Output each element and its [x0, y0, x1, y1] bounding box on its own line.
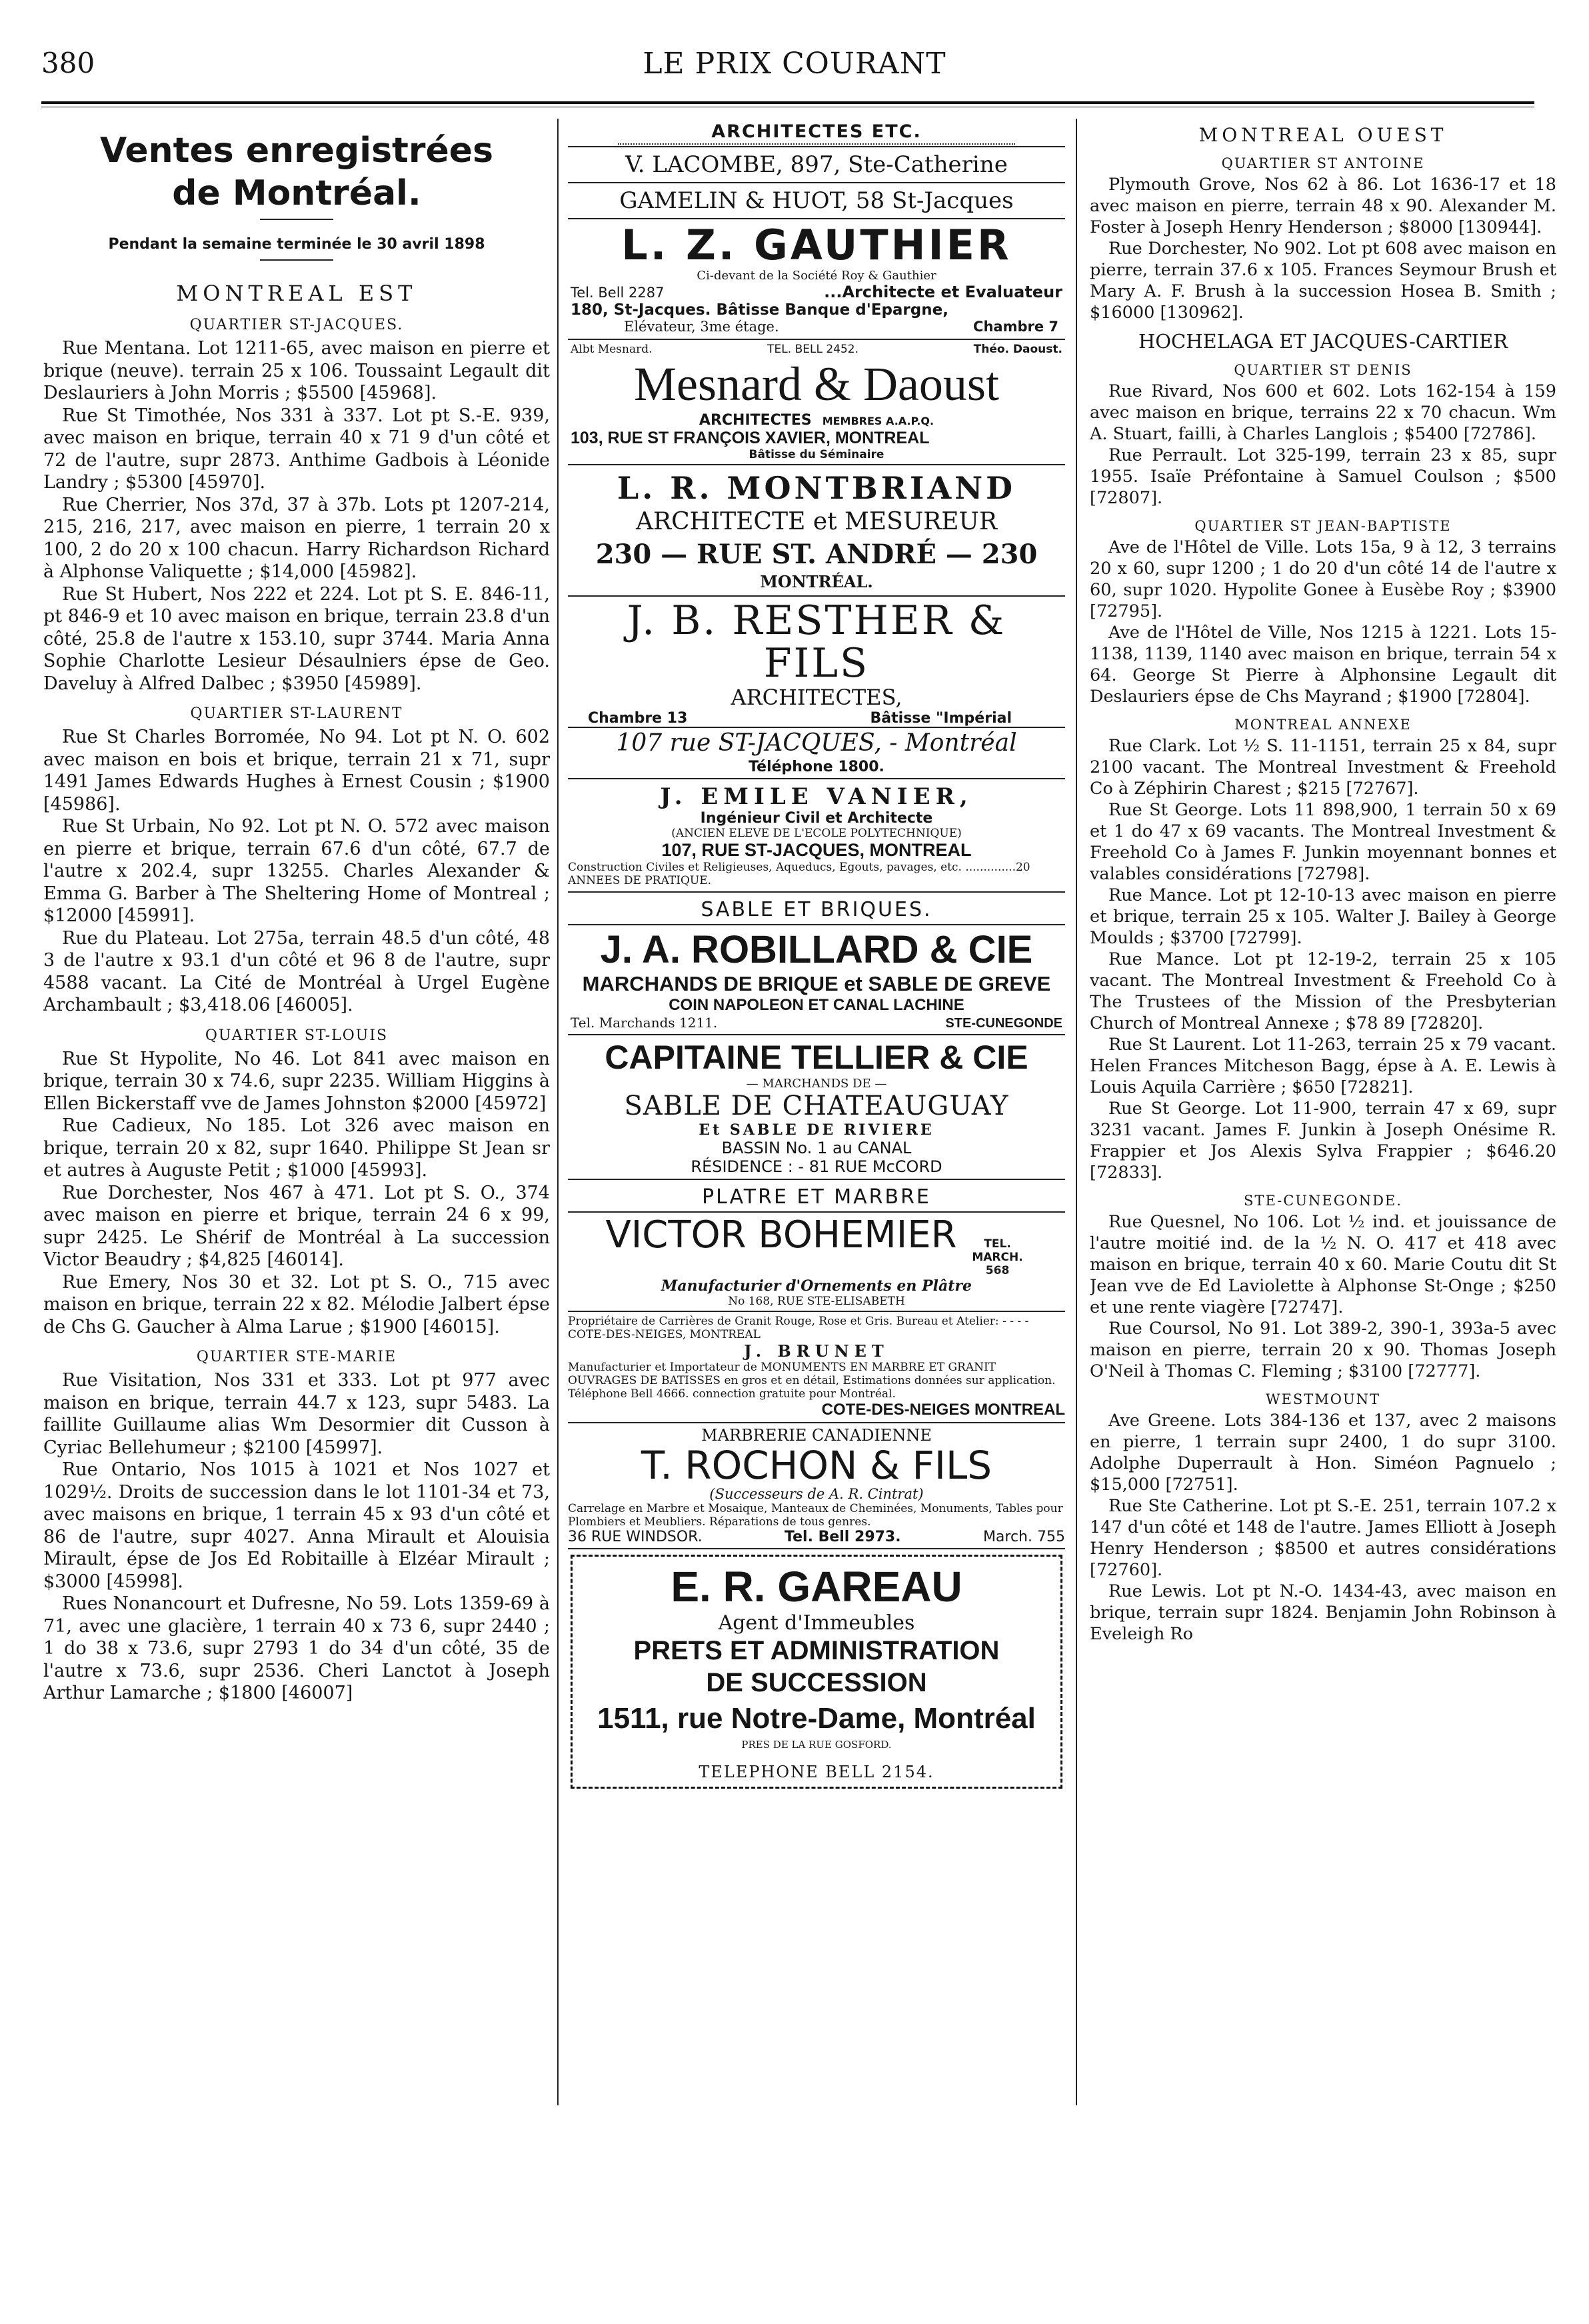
subtitle-rule [260, 259, 333, 261]
sale-entry: Ave Greene. Lots 384-136 et 137, avec 2 maisons en pierre, 1 terrain supr 2400, 1 do supr 3100. Adolphe Duperrault à Hon. Siméon Pagnuelo ; $15,000 [72751]. [1090, 1411, 1556, 1495]
resther-room: Chambre 13 [588, 710, 688, 727]
quarters-list-hochelaga [1090, 362, 1556, 1645]
rochon-name: T. ROCHON & FILS [641, 1443, 992, 1488]
rochon-addr: 36 RUE WINDSOR. [568, 1529, 703, 1545]
gareau-ad [571, 1555, 1062, 1789]
architectes-heading-block [568, 119, 1065, 147]
montbriand-role: ARCHITECTE et MESUREUR [635, 508, 998, 535]
platre-heading: PLATRE ET MARBRE [702, 1185, 931, 1209]
rochon-succ: (Successeurs de A. R. Cintrat) [709, 1486, 924, 1502]
quarter-heading: QUARTIER ST DENIS [1234, 362, 1412, 378]
gauthier-role: ...Architecte et Evaluateur [824, 283, 1062, 301]
bohemier-name: VICTOR BOHEMIER [605, 1213, 957, 1257]
sale-entry: Rue Mance. Lot pt 12-10-13 avec maison en pierre et brique, terrain 25 x 105. Walter J. Bailey à George Moulds ; $3700 [72799]. [1090, 885, 1556, 948]
robillard-row [568, 1015, 1065, 1031]
quarter-heading: QUARTIER ST-LAURENT [190, 705, 403, 722]
vanier-role: Ingénieur Civil et Architecte [700, 810, 933, 827]
column-montreal-ouest [1090, 119, 1556, 2125]
gauthier-addr: 180, St-Jacques. Bâtisse Banque d'Epargne, [571, 301, 948, 319]
tellier-name: CAPITAINE TELLIER & CIE [605, 1039, 1028, 1076]
sale-entry: Rue Dorchester, Nos 467 à 471. Lot pt S. O., 374 avec maison en pierre et brique, terrain 24 6 x 99, supr 2425. Le Shérif de Montréal à La succession Victor Beaudry ; $4,825 [46014]. [43, 1182, 550, 1270]
running-title: LE PRIX COURANT [643, 47, 946, 81]
sale-entry: Rue Emery, Nos 30 et 32. Lot pt S. O., 715 avec maison en brique, terrain 22 x 82. Mélodie Jalbert épse de Chs G. Gaucher à Alma Larue ; $1900 [46015]. [43, 1271, 550, 1337]
sable-heading-block [568, 893, 1065, 925]
resther-bat: Bâtisse "Impérial [870, 710, 1012, 727]
robillard-tel: Tel. Marchands 1211. [571, 1015, 718, 1031]
sale-entry: Rue Cherrier, Nos 37d, 37 à 37b. Lots pt 1207-214, 215, 216, 217, avec maison en pierre, 1 terrain 20 x 100, 2 do 20 x 100 chacun. Harry Richardson Richard à Alphonse Valiquette ; $14,000 [45982]. [43, 494, 550, 582]
sale-entry: Rue St Charles Borromée, No 94. Lot pt N. O. 602 avec maison en bois et brique, terrain 21 x 71, supr 1491 James Edwards Hughes à Ernest Cousin ; $1900 [45986]. [43, 727, 550, 815]
gauthier-elev: Elévateur, 3me étage. [624, 319, 779, 335]
robillard-addr: COIN NAPOLEON ET CANAL LACHINE [669, 996, 964, 1014]
tellier-res: RÉSIDENCE : - 81 RUE McCORD [691, 1157, 942, 1176]
sales-title-line2: de Montréal. [172, 173, 421, 213]
brunet-top: Propriétaire de Carrières de Granit Rouge, Rose et Gris. Bureau et Atelier: - - - - COTE-DES-NEIGES, MONTREAL [568, 1315, 1029, 1341]
mesnard-ad [568, 340, 1065, 465]
sale-entry: Rue St Timothée, Nos 331 à 337. Lot pt S.-E. 939, avec maison en brique, terrain 40 x 71 9 d'un côté et 72 de l'autre, supr 2873. Anthime Gadbois à Léonide Landry ; $5300 [45970]. [43, 405, 550, 493]
hochelaga-heading: HOCHELAGA ET JACQUES-CARTIER [1138, 330, 1508, 353]
gareau-succ: DE SUCCESSION [706, 1668, 927, 1697]
montbriand-name: L. R. MONTBRIAND [617, 470, 1016, 506]
rochon-desc: Carrelage en Marbre et Mosaique, Manteaux de Cheminées, Monuments, Tables pour Plombiers et Meubliers. Réparations de tous genres. [568, 1502, 1063, 1529]
gauthier-tel: Tel. Bell 2287 [571, 285, 665, 301]
sale-entry: Rue St George. Lots 11 898,900, 1 terrain 50 x 69 et 1 do 47 x 69 vacants. The Montreal Investment & Freehold Co à James F. Junkin moyennant bonnes et valables considérations [72798]. [1090, 800, 1556, 884]
gamelin-ad: GAMELIN & HUOT, 58 St-Jacques [568, 183, 1065, 219]
sale-entry: Rue Perrault. Lot 325-199, terrain 23 x 85, supr 1955. Isaïe Préfontaine à Samuel Coulson ; $500 [72807]. [1090, 445, 1556, 508]
mesnard-top-row [571, 343, 1062, 356]
gauthier-room: Chambre 7 [973, 319, 1058, 335]
sale-entry: Rue Coursol, No 91. Lot 389-2, 390-1, 393a-5 avec maison en pierre, terrain 20 x 90. Thomas Joseph O'Neil à Thomas C. Fleming ; $3100 [72777]. [1090, 1319, 1556, 1381]
page-header [0, 47, 1589, 87]
gauthier-room-row [571, 319, 1062, 335]
sale-entry: Rue St Laurent. Lot 11-263, terrain 25 x 79 vacant. Helen Frances Mitcheson Bagg, épse à A. E. Lewis à Louis Aquila Carrière ; $650 [72821]. [1090, 1035, 1556, 1097]
sale-entry: Rue Dorchester, No 902. Lot pt 608 avec maison en pierre, terrain 37.6 x 105. Frances Seymour Brush et Mary A. F. Brush à la succession Hosea B. Smith ; $16000 [130962]. [1090, 239, 1556, 323]
vanier-name: J. EMILE VANIER, [660, 783, 973, 810]
ouest-heading: MONTREAL OUEST [1198, 124, 1448, 146]
brunet-name: J. BRUNET [744, 1341, 889, 1361]
vanier-ad [568, 779, 1065, 893]
mesnard-right: Théo. Daoust. [973, 343, 1062, 356]
tellier-ad [568, 1035, 1065, 1180]
platre-heading-block [568, 1180, 1065, 1213]
quarters-list-ouest [1090, 155, 1556, 323]
resther-addr: 107 rue ST-JACQUES, - Montréal [568, 727, 1065, 759]
mesnard-addr: 103, RUE ST FRANÇOIS XAVIER, MONTREAL [571, 429, 930, 447]
sale-entry: Rue St Hypolite, No 46. Lot 841 avec maison en brique, terrain 30 x 74.6, supr 2235. William Higgins à Ellen Bickerstaff vve de James Johnston $2000 [45972] [43, 1048, 550, 1114]
title-rule [260, 219, 333, 220]
sale-entry: Ave de l'Hôtel de Ville, Nos 1215 à 1221. Lots 15-1138, 1139, 1140 avec maison en brique, terrain 54 x 64. George St Pierre à Alphonsine Legault dit Deslauriers épse de Chs Mayrand ; $1900 [72804]. [1090, 623, 1556, 707]
brunet-city: COTE-DES-NEIGES MONTREAL [821, 1401, 1065, 1419]
quarter-heading: WESTMOUNT [1265, 1391, 1381, 1407]
mesnard-name: Mesnard & Daoust [634, 357, 999, 411]
resther-room-row [568, 710, 1065, 727]
header-rule [41, 101, 1534, 104]
wavy-rule [618, 143, 1016, 145]
sale-entry: Ave de l'Hôtel de Ville. Lots 15a, 9 à 12, 3 terrains 20 x 60, supr 1200 ; 1 do 20 d'un côté 14 de l'autre x 60, supr 1020. Hypolite Gonee à Eusèbe Roy ; $3900 [72795]. [1090, 537, 1556, 621]
quarter-heading: QUARTIER ST-JACQUES. [189, 317, 404, 333]
mesnard-arch: ARCHITECTES [699, 412, 812, 429]
rochon-tel: Tel. Bell 2973. [785, 1529, 901, 1545]
gareau-tel: TELEPHONE BELL 2154. [699, 1763, 934, 1781]
sale-entry: Rue Lewis. Lot pt N.-O. 1434-43, avec maison en brique, terrain supr 1824. Benjamin John Robinson à Eveleigh Ro [1090, 1581, 1556, 1644]
tellier-sable: SABLE DE CHATEAUGUAY [624, 1091, 1009, 1121]
gareau-addr: 1511, rue Notre-Dame, Montréal [597, 1702, 1036, 1735]
brunet-desc: Manufacturier et Importateur de MONUMENTS EN MARBRE ET GRANIT OUVRAGES DE BATISSES en gros et en détail, Estimations données sur application. Téléphone Bell 4666. connection gratuite pour Montréal. [568, 1361, 1056, 1401]
mesnard-members: MEMBRES A.A.P.Q. [822, 415, 934, 427]
sale-entry: Rue Mentana. Lot 1211-65, avec maison en pierre et brique (neuve). terrain 25 x 106. Toussaint Legault dit Deslauriers à John Morris ; $5500 [45968]. [43, 338, 550, 403]
rochon-march: March. 755 [982, 1529, 1065, 1545]
quarter-heading: QUARTIER ST ANTOINE [1221, 155, 1425, 171]
sale-entry: Plymouth Grove, Nos 62 à 86. Lot 1636-17 et 18 avec maison en pierre, terrain 48 x 90. Alexander M. Foster à Joseph Henry Henderson ; $8000 [130944]. [1090, 175, 1556, 237]
column-advertisements [568, 119, 1065, 2139]
vanier-desc: Construction Civiles et Religieuses, Aqueducs, Egouts, pavages, etc. ..............20 ANNEES DE PRATIQUE. [568, 861, 1030, 887]
sale-entry: Rues Nonancourt et Dufresne, No 59. Lots 1359-69 à 71, avec une glacière, 1 terrain 40 x 73 6, supr 2440 ; 1 do 38 x 73.6, supr 2793 1 do 34 d'un côté, 35 de l'autre x 73.6, supr 2536. Cheri Lanctot à Joseph Arthur Lamarche ; $1800 [46007] [43, 1593, 550, 1703]
sale-entry: Rue St George. Lot 11-900, terrain 47 x 69, supr 3231 vacant. James F. Junkin à Joseph Onésime R. Frappier et Jos Alexis Sylva Frappier ; $646.20 [72833]. [1090, 1099, 1556, 1183]
sale-entry: Rue Quesnel, No 106. Lot ½ ind. et jouissance de l'autre moitié ind. de la ½ N. O. 417 et 418 avec maison en brique, terrain 40 x 60. Marie Coutu dit St Jean vve de Ed Laviolette à Alphonse St-Onge ; $250 et une rente viagère [72747]. [1090, 1212, 1556, 1317]
page-number: 380 [41, 47, 95, 79]
resther-tel: Téléphone 1800. [749, 759, 884, 775]
sale-entry: Rue Ste Catherine. Lot pt S.-E. 251, terrain 107.2 x 147 d'un côté et 148 de l'autre. James Elliott à Joseph Henry Henderson ; $8500 et autres considérations [72760]. [1090, 1496, 1556, 1580]
bohemier-ad [568, 1213, 1065, 1312]
robillard-role: MARCHANDS DE BRIQUE et SABLE DE GREVE [582, 972, 1051, 995]
gauthier-name: L. Z. GAUTHIER [621, 221, 1012, 269]
gareau-name: E. R. GAREAU [671, 1563, 962, 1611]
brunet-ad [568, 1312, 1065, 1423]
resther-name: J. B. RESTHER & FILS [627, 597, 1006, 687]
lacombe-ad: V. LACOMBE, 897, Ste-Catherine [568, 147, 1065, 183]
rochon-ad [568, 1423, 1065, 1549]
quarter-heading: STE-CUNEGONDE. [1244, 1193, 1402, 1209]
rochon-head: MARBRERIE CANADIENNE [701, 1426, 932, 1445]
gareau-near: PRES DE LA RUE GOSFORD. [741, 1739, 892, 1751]
column-montreal-est [43, 119, 550, 2119]
quarter-heading: MONTREAL ANNEXE [1234, 717, 1412, 733]
bohemier-row [568, 1215, 1065, 1277]
gauthier-sub: Ci-devant de la Société Roy & Gauthier [697, 269, 936, 283]
mesnard-left: Albt Mesnard. [571, 343, 653, 356]
resther-ad [568, 597, 1065, 779]
column-divider-1 [557, 119, 559, 2105]
week-subtitle: Pendant la semaine terminée le 30 avril 1898 [108, 236, 485, 253]
bohemier-addr: No 168, RUE STE-ELISABETH [728, 1295, 905, 1308]
sales-title-line1: Ventes enregistrées [99, 131, 494, 171]
sale-entry: Rue Cadieux, No 185. Lot 326 avec maison en brique, terrain 20 x 82, supr 1640. Philippe St Jean sr et autres à Auguste Petit ; $1000 [45993]. [43, 1115, 550, 1181]
robillard-name: J. A. ROBILLARD & CIE [600, 928, 1033, 971]
sable-heading: SABLE ET BRIQUES. [701, 898, 932, 921]
gauthier-ad [568, 219, 1065, 340]
sale-entry: Rue St Urbain, No 92. Lot pt N. O. 572 avec maison en pierre et brique, terrain 67.6 d'un côté, 67.7 de l'autre x 202.4, supr 13255. Charles Alexander & Emma G. Barber à The Sheltering Home of Montreal ; $12000 [45991]. [43, 816, 550, 926]
robillard-city: STE-CUNEGONDE [945, 1016, 1062, 1031]
vanier-prev: (ANCIEN ELEVE DE L'ECOLE POLYTECHNIQUE) [671, 827, 962, 840]
sale-entry: Rue Visitation, Nos 331 et 333. Lot pt 977 avec maison en brique, terrain 44.7 x 123, supr 5483. La faillite Guillaume alias Wm Desormier dit Cusson à Cyriac Bellehumeur ; $2100 [45997]. [43, 1370, 550, 1458]
gareau-role: Agent d'Immeubles [718, 1611, 915, 1635]
vanier-addr: 107, RUE ST-JACQUES, MONTREAL [661, 840, 972, 860]
montbriand-addr: 230 — RUE ST. ANDRÉ — 230 [595, 539, 1038, 570]
tellier-riviere: Et SABLE DE RIVIERE [699, 1121, 934, 1139]
rochon-row [568, 1529, 1065, 1545]
quarter-heading: QUARTIER ST-LOUIS [205, 1027, 389, 1044]
quarters-list [43, 317, 550, 1705]
architectes-heading: ARCHITECTES ETC. [711, 121, 922, 142]
sale-entry: Rue Clark. Lot ½ S. 11-1151, terrain 25 x 84, supr 2100 vacant. The Montreal Investment & Freehold Co à Zéphirin Charest ; $215 [72767]. [1090, 736, 1556, 799]
tellier-bassin: BASSIN No. 1 au CANAL [721, 1139, 912, 1157]
mesnard-tel: TEL. BELL 2452. [767, 343, 858, 356]
bohemier-tel: TEL. MARCH. 568 [972, 1237, 1023, 1277]
sale-entry: Rue du Plateau. Lot 275a, terrain 48.5 d'un côté, 48 3 de l'autre x 93.1 d'un côté et 96 8 de l'autre, supr 4588 vacant. La Cité de Montréal à Urgel Eugène Archambault ; $3,418.06 [46005]. [43, 927, 550, 1015]
quarter-heading: QUARTIER STE-MARIE [196, 1349, 397, 1365]
quarter-heading: QUARTIER ST JEAN-BAPTISTE [1194, 518, 1452, 534]
mesnard-arch-row [571, 412, 1062, 429]
sale-entry: Rue Ontario, Nos 1015 à 1021 et Nos 1027 et 1029½. Droits de succession dans le lot 1101-34 et 73, avec maisons en brique, 1 terrain 45 x 93 d'un côté et 86 de l'autre, supr 4027. Anna Mirault et Alouisia Mirault, épse de Jos Ed Robitaille à Elzéar Mirault ; $3000 [45998]. [43, 1459, 550, 1592]
gareau-prets: PRETS ET ADMINISTRATION [633, 1636, 1000, 1665]
bohemier-role: Manufacturier d'Ornements en Plâtre [661, 1277, 972, 1295]
gauthier-tel-row [571, 283, 1062, 301]
sale-entry: Rue Rivard, Nos 600 et 602. Lots 162-154 à 159 avec maison en brique, terrains 22 x 70 chacun. Wm A. Stuart, failli, à Charles Langlois ; $5400 [72786]. [1090, 381, 1556, 444]
montbriand-ad [568, 465, 1065, 597]
sale-entry: Rue St Hubert, Nos 222 et 224. Lot pt S. E. 846-11, pt 846-9 et 10 avec maison en brique, terrain 23.8 d'un côté, 25.8 de l'autre x 153.10, supr 3744. Maria Anna Sophie Charlotte Lesieur Désaulniers épse de Geo. Daveluy à Alfred Dalbec ; $3950 [45989]. [43, 583, 550, 694]
resther-role: ARCHITECTES, [731, 685, 902, 710]
mesnard-batisse: Bâtisse du Séminaire [749, 448, 884, 461]
robillard-ad [568, 925, 1065, 1035]
section-heading: MONTREAL EST [176, 281, 417, 306]
sales-title [43, 129, 550, 215]
tellier-role: — MARCHANDS DE — [746, 1077, 887, 1091]
column-divider-2 [1076, 119, 1077, 2105]
sale-entry: Rue Mance. Lot pt 12-19-2, terrain 25 x 105 vacant. The Montreal Investment & Freehold Co à The Trustees of the Mission of the Presbyterian Church of Montreal Annexe ; $78 89 [72820]. [1090, 949, 1556, 1033]
montbriand-city: MONTRÉAL. [760, 572, 873, 591]
